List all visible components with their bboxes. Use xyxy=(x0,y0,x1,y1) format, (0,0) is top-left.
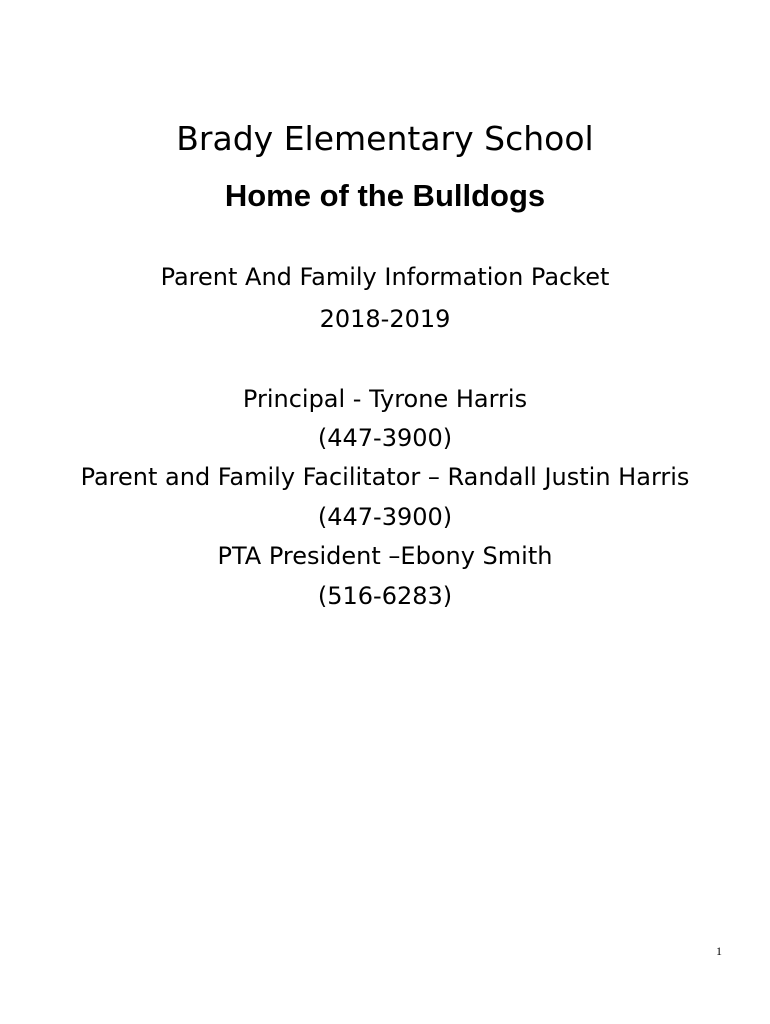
packet-title: Parent And Family Information Packet xyxy=(160,263,610,291)
facilitator-contact: Parent and Family Facilitator – Randall Justin Harris xyxy=(80,463,690,491)
facilitator-phone: (447-3900) xyxy=(317,503,453,531)
principal-phone: (447-3900) xyxy=(317,424,453,452)
school-tagline: Home of the Bulldogs xyxy=(224,178,546,213)
school-year: 2018-2019 xyxy=(319,305,451,333)
school-name: Brady Elementary School xyxy=(176,119,594,158)
pta-president-phone: (516-6283) xyxy=(317,582,453,610)
page-number: 1 xyxy=(716,944,722,958)
pta-president-contact: PTA President –Ebony Smith xyxy=(217,542,553,570)
principal-contact: Principal - Tyrone Harris xyxy=(242,385,528,413)
